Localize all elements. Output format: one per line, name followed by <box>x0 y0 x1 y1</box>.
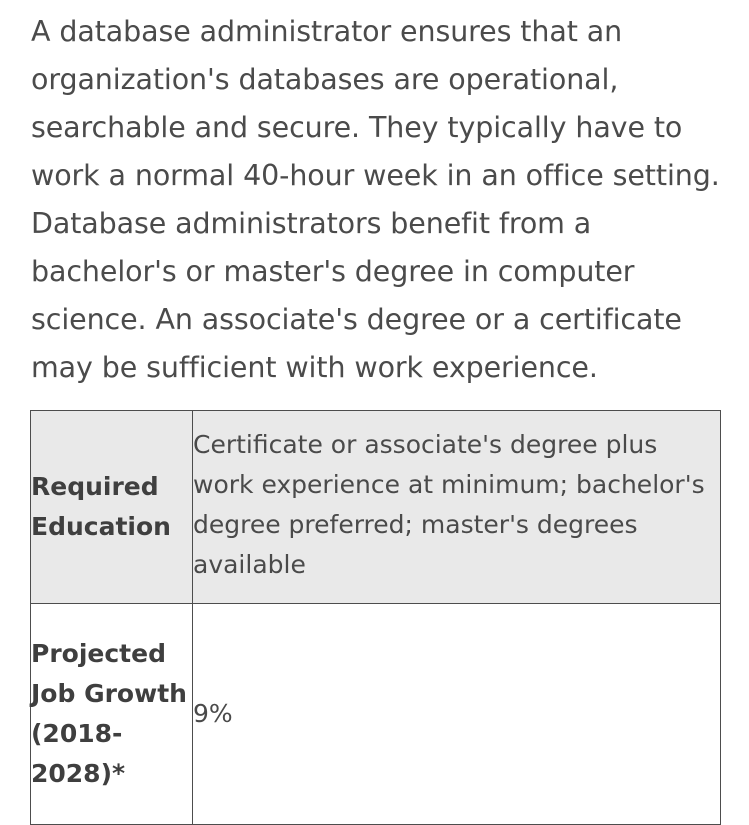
intro-paragraph: A database administrator ensures that an organization's databases are operational, searchable and secure. They typically have to work a normal 40-hour week in an office setting. Database administrators benefit from a bachelor's or master's degree in computer science. An associate's degree or a certificate may be sufficient with work experience. <box>31 15 720 384</box>
required-education-label: Required Education <box>31 411 193 604</box>
projected-job-growth-label: Projected Job Growth (2018-2028)* <box>31 604 193 825</box>
required-education-value: Certificate or associate's degree plus work experience at minimum; bachelor's degree preferred; master's degrees available <box>193 411 721 604</box>
career-info-table <box>30 410 721 825</box>
table-row-projected-job-growth <box>31 604 721 825</box>
projected-job-growth-value: 9% <box>193 604 721 825</box>
table-row-required-education <box>31 411 721 604</box>
